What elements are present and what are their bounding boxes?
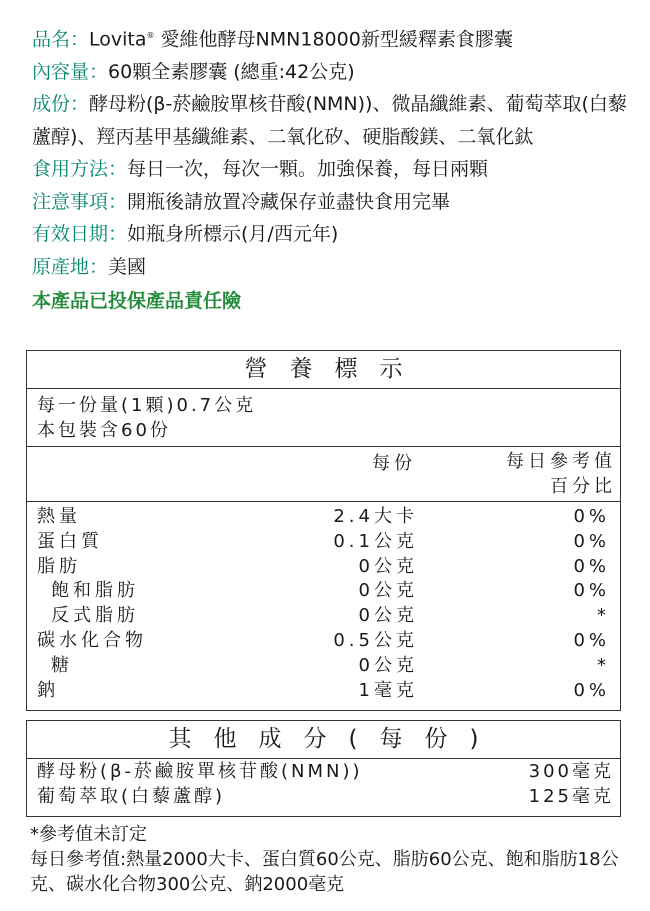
other-ingredient-row xyxy=(27,784,620,809)
nutrient-daily-value: 0% xyxy=(573,580,610,602)
nutrient-daily-value: 0% xyxy=(573,530,610,552)
ingredients-line xyxy=(32,88,628,153)
nutrient-name: 脂肪 xyxy=(37,555,81,577)
usage-label: 食用方法： xyxy=(32,158,128,181)
per-serving-header: 每份 xyxy=(372,453,416,474)
nutrient-daily-value: 0% xyxy=(573,555,610,577)
nutrient-daily-value: 0% xyxy=(573,629,610,651)
nutrient-amount: 0公克 xyxy=(358,555,418,577)
ingredients-value: 酵母粉(β-菸鹼胺單核苷酸(NMN))、微晶纖維素、葡萄萃取(白藜蘆醇)、羥丙基甲基纖維素、二氧化矽、硬脂酸鎂、二氧化鈦 xyxy=(32,93,627,148)
ingredients-label: 成份： xyxy=(32,93,90,116)
nutrient-amount: 2.4大卡 xyxy=(333,506,418,527)
expiry-label: 有效日期： xyxy=(32,223,128,246)
nutrient-daily-value: 0% xyxy=(573,506,610,527)
nutrition-rows xyxy=(27,502,620,703)
registered-mark: ® xyxy=(146,31,155,40)
nutrition-row-fat xyxy=(27,555,620,580)
nutrient-name: 熱量 xyxy=(37,506,81,527)
serving-size: 每一份量(1顆)0.7公克 xyxy=(37,395,257,416)
nutrient-amount: 1毫克 xyxy=(358,679,418,701)
nutrient-amount: 0.1公克 xyxy=(333,530,418,552)
daily-value-header xyxy=(506,449,616,499)
content-label: 內容量： xyxy=(32,60,109,83)
nutrient-amount: 0公克 xyxy=(358,654,418,676)
nutrient-name: 蛋白質 xyxy=(37,530,103,552)
nutrient-name: 飽和脂肪 xyxy=(51,580,139,602)
caution-line xyxy=(32,186,628,219)
nutrient-name: 反式脂肪 xyxy=(51,605,139,627)
product-name-label: 品名： xyxy=(32,28,90,51)
nutrient-name: 鈉 xyxy=(37,679,59,701)
origin-label: 原產地： xyxy=(32,255,109,278)
other-ingredient-amount: 300毫克 xyxy=(528,761,614,782)
nutrient-daily-value: * xyxy=(597,654,610,676)
nutrient-amount: 0公克 xyxy=(358,580,418,602)
product-info xyxy=(32,20,628,317)
nutrition-row-saturated-fat xyxy=(27,579,620,604)
caution-label: 注意事項： xyxy=(32,190,128,213)
nutrient-amount: 0.5公克 xyxy=(333,629,418,651)
other-ingredient-name: 酵母粉(β-菸鹼胺單核苷酸(NMN)) xyxy=(37,761,363,782)
nutrition-row-sodium xyxy=(27,679,620,704)
product-name-line xyxy=(32,20,628,56)
nutrient-daily-value: * xyxy=(597,605,610,627)
nutrition-row-protein xyxy=(27,530,620,555)
product-name: 愛維他酵母NMN18000新型緩釋素食膠囊 xyxy=(154,28,513,51)
nutrient-amount: 0公克 xyxy=(358,605,418,627)
nutrition-header xyxy=(27,447,620,502)
nutrient-name: 糖 xyxy=(51,654,73,676)
usage-line xyxy=(32,153,628,186)
serving-info xyxy=(27,389,620,447)
nutrient-name: 碳水化合物 xyxy=(37,629,147,651)
insurance-notice: 本產品已投保產品責任險 xyxy=(32,290,242,313)
origin-value: 美國 xyxy=(108,255,147,278)
nutrition-row-trans-fat xyxy=(27,604,620,629)
other-ingredient-amount: 125毫克 xyxy=(528,786,614,807)
expiry-value: 如瓶身所標示(月/西元年) xyxy=(127,223,339,246)
servings-per-package: 本包裝含60份 xyxy=(37,420,171,441)
caution-value: 開瓶後請放置冷藏保存並盡快食用完畢 xyxy=(127,190,451,213)
nutrient-daily-value: 0% xyxy=(573,679,610,701)
content-line xyxy=(32,56,628,89)
footnote-reference-undefined: *參考值未訂定 xyxy=(30,824,147,845)
footnotes xyxy=(30,822,630,897)
origin-line xyxy=(32,251,628,284)
other-ingredient-name: 葡萄萃取(白藜蘆醇) xyxy=(37,786,226,807)
nutrition-row-calories xyxy=(27,505,620,530)
content-value: 60顆全素膠囊 (總重:42公克) xyxy=(108,60,355,83)
nutrition-row-carbohydrate xyxy=(27,629,620,654)
footnote-daily-reference: 每日參考值:熱量2000大卡、蛋白質60公克、脂肪60公克、飽和脂肪18公克、碳水化合物300公克、鈉2000毫克 xyxy=(30,849,619,895)
nutrition-row-sugar xyxy=(27,654,620,679)
usage-value: 每日一次，每次一顆。加強保養，每日兩顆 xyxy=(127,158,489,181)
other-ingredients-title: 其他成分(每份) xyxy=(27,721,620,759)
nutrition-table xyxy=(26,350,621,711)
daily-value-header-line2: 百分比 xyxy=(550,476,616,497)
product-brand: Lovita xyxy=(89,28,147,51)
expiry-line xyxy=(32,218,628,251)
daily-value-header-line1: 每日參考值 xyxy=(506,451,616,472)
other-ingredient-row xyxy=(27,759,620,784)
nutrition-title: 營養標示 xyxy=(27,351,620,389)
other-ingredients-table xyxy=(26,720,621,817)
